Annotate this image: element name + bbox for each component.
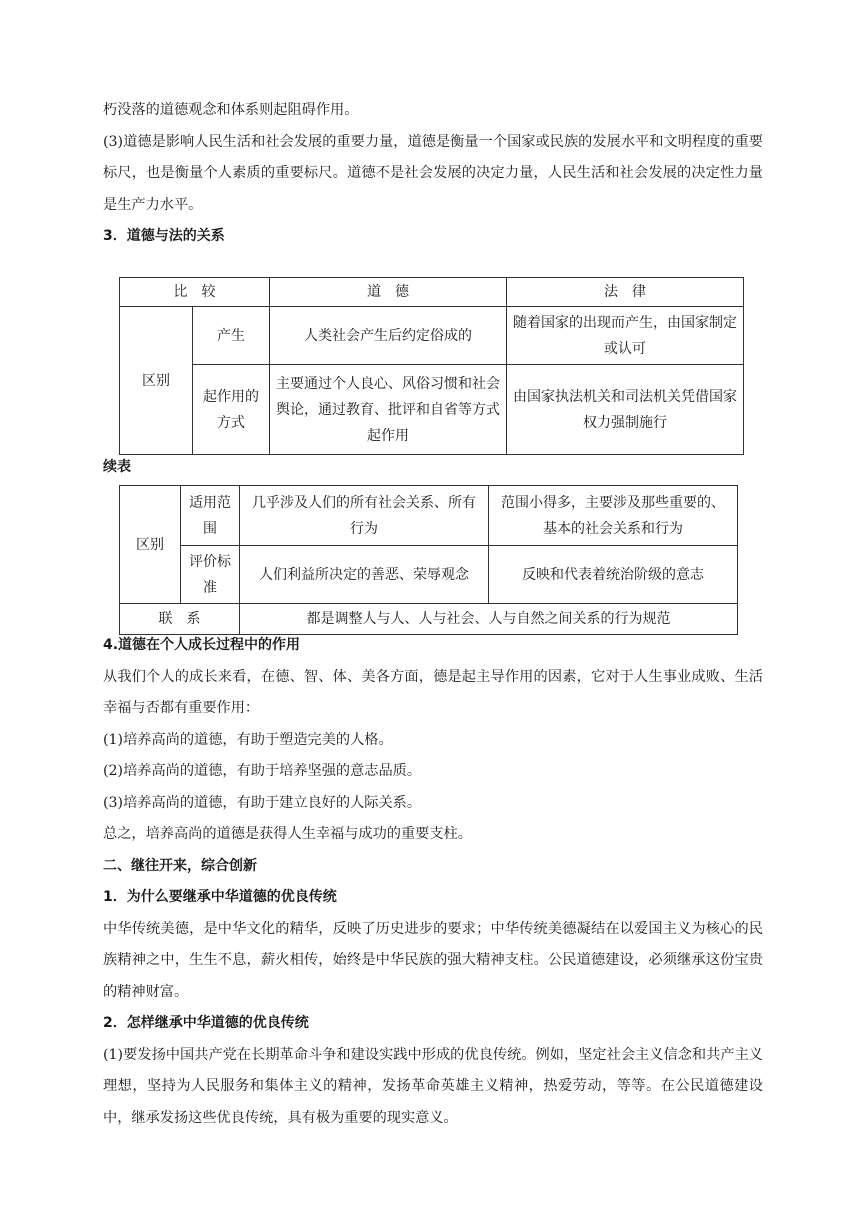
- row-origin-label: 产生: [193, 307, 270, 365]
- section-4-summary: 总之，培养高尚的道德是获得人生幸福与成功的重要支柱。: [103, 826, 472, 842]
- difference-label: 区别: [120, 307, 193, 455]
- row-method-law: 由国家执法机关和司法机关凭借国家权力强制施行: [507, 365, 744, 455]
- section-4-intro: 从我们个人的成长来看，在德、智、体、美各方面，德是起主导作用的因素，它对于人生事业成败、生活幸福与否都有重要作用：: [103, 668, 763, 716]
- heading-section-4: 4.道德在个人成长过程中的作用: [103, 637, 301, 653]
- header-morality: 道 德: [270, 278, 507, 307]
- intro-block: [103, 95, 763, 253]
- section-4-item-1: (1)培养高尚的道德，有助于塑造完美的人格。: [103, 731, 393, 748]
- row-origin-morality: 人类社会产生后约定俗成的: [270, 307, 507, 365]
- row-standard-morality: 人们利益所决定的善恶、荣辱观念: [240, 546, 489, 604]
- difference-label: 区别: [120, 486, 181, 604]
- heading-part-2: 二、继往开来，综合创新: [103, 857, 257, 874]
- row-standard-label: 评价标准: [181, 546, 240, 604]
- paragraph-point-3: (3)道德是影响人民生活和社会发展的重要力量，道德是衡量一个国家或民族的发展水平和文明程度的重要标尺，也是衡量个人素质的重要标尺。道德不是社会发展的决定力量，人民生活和社会发展的决定性力量是生产力水平。: [103, 133, 763, 213]
- connection-label: 联 系: [120, 604, 240, 635]
- connection-text: 都是调整人与人、人与社会、人与自然之间关系的行为规范: [240, 604, 738, 635]
- row-scope-label: 适用范围: [181, 486, 240, 546]
- row-method-label: 起作用的方式: [193, 365, 270, 455]
- paragraph-how-inherit: (1)要发扬中国共产党在长期革命斗争和建设实践中形成的优良传统。例如，坚定社会主义信念和共产主义理想，坚持为人民服务和集体主义的精神，发扬革命英雄主义精神，热爱劳动，等等。在公民道德建设中，继承发扬这些优良传统，具有极为重要的现实意义。: [103, 1046, 763, 1126]
- paragraph-continuation: 朽没落的道德观念和体系则起阻碍作用。: [103, 102, 359, 118]
- row-scope-law: 范围小得多，主要涉及那些重要的、基本的社会关系和行为: [489, 486, 738, 546]
- comparison-table-continued: [119, 485, 738, 635]
- section-4-item-2: (2)培养高尚的道德，有助于培养坚强的意志品质。: [103, 763, 422, 779]
- header-law: 法 律: [507, 278, 744, 307]
- row-scope-morality: 几乎涉及人们的所有社会关系、所有行为: [240, 486, 489, 546]
- row-origin-law: 随着国家的出现而产生，由国家制定或认可: [507, 307, 744, 365]
- paragraph-why-inherit: 中华传统美德，是中华文化的精华，反映了历史进步的要求；中华传统美德凝结在以爱国主义为核心的民族精神之中，生生不息，薪火相传，始终是中华民族的强大精神支柱。公民道德建设，必须继承这份宝贵的精神财富。: [103, 920, 763, 1000]
- header-compare: 比 较: [120, 278, 270, 307]
- comparison-table: [119, 277, 744, 455]
- heading-why-inherit: 1．为什么要继承中华道德的优良传统: [103, 889, 337, 905]
- content-after-table: [103, 630, 763, 1134]
- row-standard-law: 反映和代表着统治阶级的意志: [489, 546, 738, 604]
- heading-morality-law: 3．道德与法的关系: [103, 228, 225, 244]
- section-4-item-3: (3)培养高尚的道德，有助于建立良好的人际关系。: [103, 794, 422, 811]
- continued-table-label: 续表: [103, 459, 131, 475]
- heading-how-inherit: 2．怎样继承中华道德的优良传统: [103, 1015, 309, 1031]
- row-method-morality: 主要通过个人良心、风俗习惯和社会舆论，通过教育、批评和自省等方式起作用: [270, 365, 507, 455]
